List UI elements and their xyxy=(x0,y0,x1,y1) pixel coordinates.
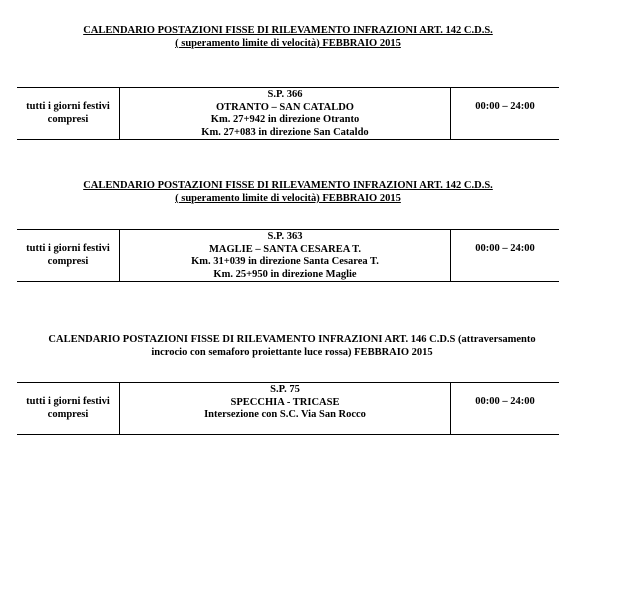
days-cell: tutti i giorni festivi compresi xyxy=(17,88,120,140)
hours-cell: 00:00 – 24:00 xyxy=(451,383,560,435)
heading-subtitle: incrocio con semaforo proiettante luce rossa) FEBBRAIO 2015 xyxy=(151,347,433,358)
location-detail: Km. 27+083 in direzione San Cataldo xyxy=(201,126,369,138)
location-detail: Km. 27+942 in direzione Otranto xyxy=(210,114,360,125)
location-detail: Km. 31+039 in direzione Santa Cesarea T. xyxy=(191,256,379,267)
table-row xyxy=(17,88,559,140)
heading-title: CALENDARIO POSTAZIONI FISSE DI RILEVAMENTO INFRAZIONI ART. 142 C.D.S. xyxy=(83,25,493,36)
road-code: S.P. 366 xyxy=(267,89,303,100)
heading-title: CALENDARIO POSTAZIONI FISSE DI RILEVAMENTO INFRAZIONI ART. 142 C.D.S. xyxy=(83,180,493,191)
heading-block-3 xyxy=(14,333,570,359)
schedule-table-1 xyxy=(17,87,559,140)
heading-title: CALENDARIO POSTAZIONI FISSE DI RILEVAMENTO INFRAZIONI ART. 146 C.D.S (attraversamento xyxy=(48,334,536,345)
location-cell xyxy=(120,230,451,282)
table-row xyxy=(17,383,559,435)
road-code: S.P. 363 xyxy=(267,231,303,242)
location-cell xyxy=(120,88,451,140)
heading-subtitle: ( superamento limite di velocità) FEBBRAIO 2015 xyxy=(175,38,401,49)
road-code: S.P. 75 xyxy=(270,384,300,395)
schedule-table-3 xyxy=(17,382,559,435)
road-name: MAGLIE – SANTA CESAREA T. xyxy=(209,243,361,255)
location-detail: Km. 25+950 in direzione Maglie xyxy=(213,268,357,280)
road-name: OTRANTO – SAN CATALDO xyxy=(216,101,354,113)
table-row xyxy=(17,230,559,282)
schedule-table-2 xyxy=(17,229,559,282)
days-cell: tutti i giorni festivi compresi xyxy=(17,230,120,282)
hours-cell: 00:00 – 24:00 xyxy=(451,88,560,140)
heading-block-1 xyxy=(0,24,576,50)
heading-subtitle: ( superamento limite di velocità) FEBBRAIO 2015 xyxy=(175,193,401,204)
hours-cell: 00:00 – 24:00 xyxy=(451,230,560,282)
heading-block-2 xyxy=(0,179,576,205)
location-cell xyxy=(120,383,451,435)
days-cell: tutti i giorni festivi compresi xyxy=(17,383,120,435)
road-name: SPECCHIA - TRICASE xyxy=(230,396,340,408)
location-detail: Intersezione con S.C. Via San Rocco xyxy=(204,409,366,420)
